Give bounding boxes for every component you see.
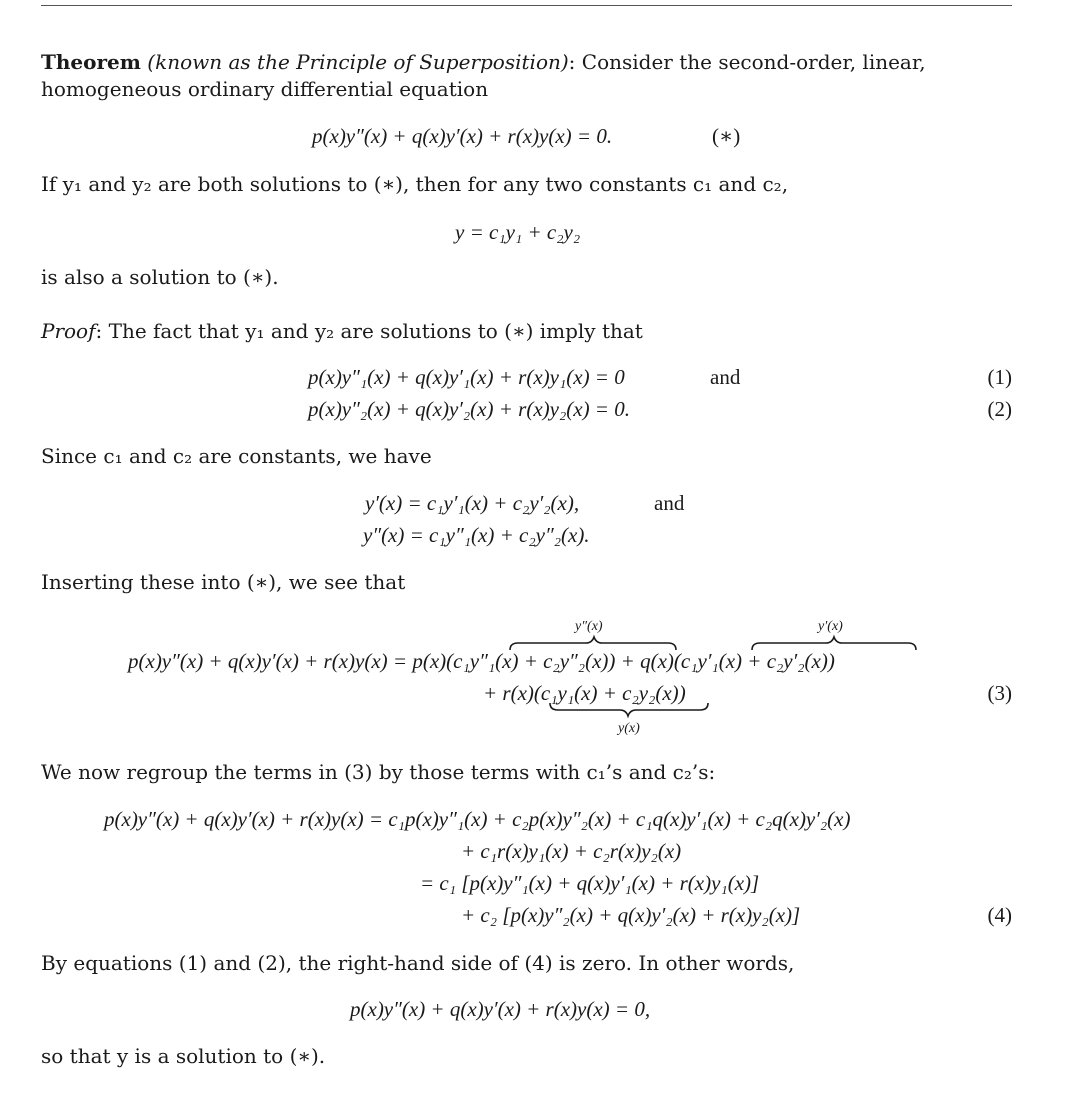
equation-3-tag: (3): [987, 681, 1012, 705]
equation-4-tag: (4): [987, 903, 1012, 927]
derivative-1: y′(x) = c₁y′₁(x) + c₂y′₂(x),: [365, 491, 580, 515]
proof-intro: Proof: The fact that y₁ and y₂ are solutions to (∗) imply that: [41, 319, 643, 343]
equation-star: p(x)y″(x) + q(x)y′(x) + r(x)y(x) = 0.: [312, 124, 613, 148]
equation-4-line3: = c₁ [p(x)y″₁(x) + q(x)y′₁(x) + r(x)y₁(x)]: [420, 871, 760, 895]
theorem-aka: (known as the Principle of Superposition): [147, 50, 569, 74]
equation-1-and: and: [710, 365, 741, 389]
conclusion-text: is also a solution to (∗).: [41, 265, 279, 289]
theorem-label: Theorem: [41, 50, 141, 74]
theorem-statement: : Consider the second-order, linear, homogeneous ordinary differential equation: [41, 50, 926, 101]
regroup-text: We now regroup the terms in (3) by those terms with c₁’s and c₂’s:: [41, 760, 716, 784]
brace-label-yp: y′(x): [818, 619, 843, 634]
equation-1-tag: (1): [987, 365, 1012, 389]
equation-1: p(x)y″₁(x) + q(x)y′₁(x) + r(x)y₁(x) = 0: [308, 365, 625, 389]
combination-equation: y = c₁y₁ + c₂y₂: [455, 220, 581, 244]
equation-3-line2: + r(x)(c₁y₁(x) + c₂y₂(x)): [483, 681, 686, 705]
equation-4-line4: + c₂ [p(x)y″₂(x) + q(x)y′₂(x) + r(x)y₂(x)]: [461, 903, 801, 927]
constants-text: Since c₁ and c₂ are constants, we have: [41, 444, 432, 468]
equation-2-tag: (2): [987, 397, 1012, 421]
proof-label: Proof: [41, 319, 96, 343]
equation-star-tag: (∗): [712, 124, 741, 148]
equation-4-line1: p(x)y″(x) + q(x)y′(x) + r(x)y(x) = c₁p(x)y″₁(x) + c₂p(x)y″₂(x) + c₁q(x)y′₁(x) + c₂q(x)y′₂(x): [104, 807, 851, 831]
hypothesis-text: If y₁ and y₂ are both solutions to (∗), then for any two constants c₁ and c₂,: [41, 172, 789, 196]
equation-3-line1: p(x)y″(x) + q(x)y′(x) + r(x)y(x) = p(x)(c₁y″₁(x) + c₂y″₂(x)) + q(x)(c₁y′₁(x) + c₂y′₂(x)): [128, 649, 835, 673]
equation-2: p(x)y″₂(x) + q(x)y′₂(x) + r(x)y₂(x) = 0.: [308, 397, 630, 421]
by-equations-text: By equations (1) and (2), the right-hand side of (4) is zero. In other words,: [41, 951, 795, 975]
derivative-2: y″(x) = c₁y″₁(x) + c₂y″₂(x).: [363, 523, 590, 547]
final-text: so that y is a solution to (∗).: [41, 1044, 326, 1068]
equation-4-line2: + c₁r(x)y₁(x) + c₂r(x)y₂(x): [461, 839, 682, 863]
final-equation: p(x)y″(x) + q(x)y′(x) + r(x)y(x) = 0,: [350, 997, 651, 1021]
derivative-1-and: and: [654, 491, 685, 515]
brace-label-ypp: y″(x): [575, 619, 603, 634]
inserting-text: Inserting these into (∗), we see that: [41, 570, 406, 594]
brace-label-y: y(x): [618, 721, 640, 736]
